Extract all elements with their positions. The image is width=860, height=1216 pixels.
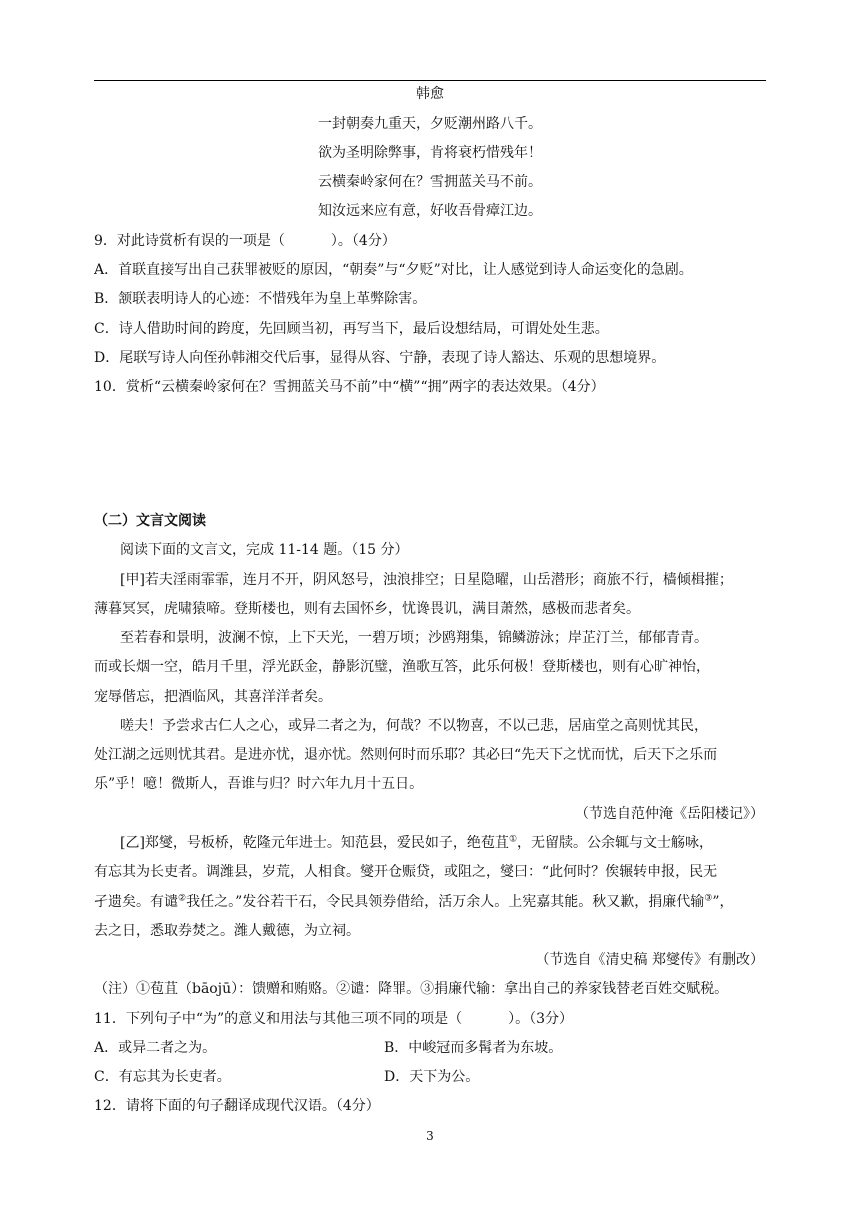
yi-line-4: 去之日，悉取券焚之。潍人戴德，为立祠。 bbox=[94, 923, 360, 939]
jia-source: （节选自范仲淹《岳阳楼记》） bbox=[575, 806, 764, 822]
page-number: 3 bbox=[426, 1129, 434, 1143]
poem-line-1: 一封朝奏九重天，夕贬潮州路八千。 bbox=[318, 116, 542, 132]
question-11-option-c: C．有忘其为长吏者。 bbox=[94, 1069, 231, 1085]
yi-line-3-start: 孑遗矣。有谴 bbox=[94, 894, 178, 910]
yi-source: （节选自《清史稿 郑燮传》有删改） bbox=[535, 952, 764, 968]
footnote-mark-2: ② bbox=[178, 893, 187, 904]
footnote-mark-3: ③ bbox=[704, 893, 713, 904]
header-rule bbox=[94, 80, 766, 81]
question-11-option-a: A．或异二者之为。 bbox=[94, 1040, 217, 1056]
yi-line-2: 有忘其为长吏者。调潍县，岁荒，人相食。燮开仓赈贷，或阻之，燮曰：“此何时？俟辗转申报，民无 bbox=[94, 864, 718, 880]
question-9-option-d: D．尾联写诗人向侄孙韩湘交代后事，显得从容、宁静，表现了诗人豁达、乐观的思想境界。 bbox=[94, 350, 666, 366]
jia-line-8: 乐”乎！噫！微斯人，吾谁与归？时六年九月十五日。 bbox=[94, 776, 424, 792]
question-11-option-b: B．中峻冠而多髯者为东坡。 bbox=[384, 1040, 563, 1056]
jia-line-4: 而或长烟一空，皓月千里，浮光跃金，静影沉璧，渔歌互答，此乐何极！登斯楼也，则有心旷神怡， bbox=[94, 659, 710, 675]
jia-line-2: 薄暮冥冥，虎啸猿啼。登斯楼也，则有去国怀乡，忧谗畏讥，满目萧然，感极而悲者矣。 bbox=[94, 601, 640, 617]
poem-author: 韩愈 bbox=[416, 86, 444, 102]
yi-line-1-start: [乙]郑燮，号板桥，乾隆元年进士。知范县，爱民如子，绝苞苴 bbox=[120, 835, 509, 851]
yi-line-3-middle: 我任之。”发谷若干石，令民具领券借给，活万余人。上宪嘉其能。秋又歉，捐廉代输 bbox=[186, 894, 705, 910]
jia-line-7: 处江湖之远则忧其君。是进亦忧，退亦忧。然则何时而乐耶？其必曰“先天下之忧而忧，后天下之乐而 bbox=[94, 747, 718, 763]
answer-space[interactable] bbox=[94, 400, 766, 496]
poem-line-2: 欲为圣明除弊事，肯将衰朽惜残年！ bbox=[318, 145, 542, 161]
question-11-stem-end: ）。（3分） bbox=[508, 1011, 574, 1027]
section-intro: 阅读下面的文言文，完成 11-14 题。（15 分） bbox=[120, 542, 409, 558]
question-12: 12．请将下面的句子翻译成现代汉语。（4分） bbox=[94, 1098, 380, 1114]
yi-line-3 bbox=[94, 891, 733, 913]
footnote-mark-1: ① bbox=[508, 834, 518, 845]
footnotes: （注）①苞苴（bāojū）：馈赠和贿赂。②谴：降罪。③捐廉代输：拿出自己的养家钱替老百姓交赋税。 bbox=[94, 981, 729, 997]
question-11-stem bbox=[94, 1008, 573, 1030]
section-title: （二）文言文阅读 bbox=[94, 513, 206, 529]
jia-line-6: 嗟夫！予尝求古仁人之心，或异二者之为，何哉？不以物喜，不以己悲，居庙堂之高则忧其民， bbox=[120, 718, 708, 734]
jia-line-3: 至若春和景明，波澜不惊，上下天光，一碧万顷；沙鸥翔集，锦鳞游泳；岸芷汀兰，郁郁青青。 bbox=[120, 630, 708, 646]
question-11-stem-start: 11．下列句子中“为”的意义和用法与其他三项不同的项是（ bbox=[94, 1011, 463, 1027]
question-9-option-b: B．颔联表明诗人的心迹：不惜残年为皇上革弊除害。 bbox=[94, 291, 427, 307]
yi-line-1-end: ，无留牍。公余辄与文士觞咏， bbox=[517, 835, 714, 851]
yi-line-1 bbox=[120, 832, 713, 854]
question-10: 10．赏析“云横秦岭家何在？雪拥蓝关马不前”中“横”“拥”两字的表达效果。（4分） bbox=[94, 379, 605, 395]
question-9-stem-start: 9．对此诗赏析有误的一项是（ bbox=[94, 233, 285, 249]
question-9-option-c: C．诗人借助时间的跨度，先回顾当初，再写当下，最后设想结局，可谓处处生悲。 bbox=[94, 321, 609, 337]
yi-line-3-end: ”， bbox=[712, 894, 734, 910]
question-9-option-a: A．首联直接写出自己获罪被贬的原因，“朝奏”与“夕贬”对比，让人感觉到诗人命运变化的急剧。 bbox=[94, 262, 693, 278]
jia-line-1: [甲]若夫淫雨霏霏，连月不开，阴风怒号，浊浪排空；日星隐曜，山岳潜形；商旅不行，樯倾楫摧； bbox=[120, 572, 733, 588]
jia-line-5: 宠辱偕忘，把酒临风，其喜洋洋者矣。 bbox=[94, 689, 332, 705]
poem-line-4: 知汝远来应有意，好收吾骨瘴江边。 bbox=[318, 203, 542, 219]
question-9-stem bbox=[94, 230, 396, 252]
question-9-stem-end: ）。（4分） bbox=[330, 233, 396, 249]
poem-line-3: 云横秦岭家何在？雪拥蓝关马不前。 bbox=[318, 174, 542, 190]
question-11-option-d: D．天下为公。 bbox=[384, 1069, 480, 1085]
